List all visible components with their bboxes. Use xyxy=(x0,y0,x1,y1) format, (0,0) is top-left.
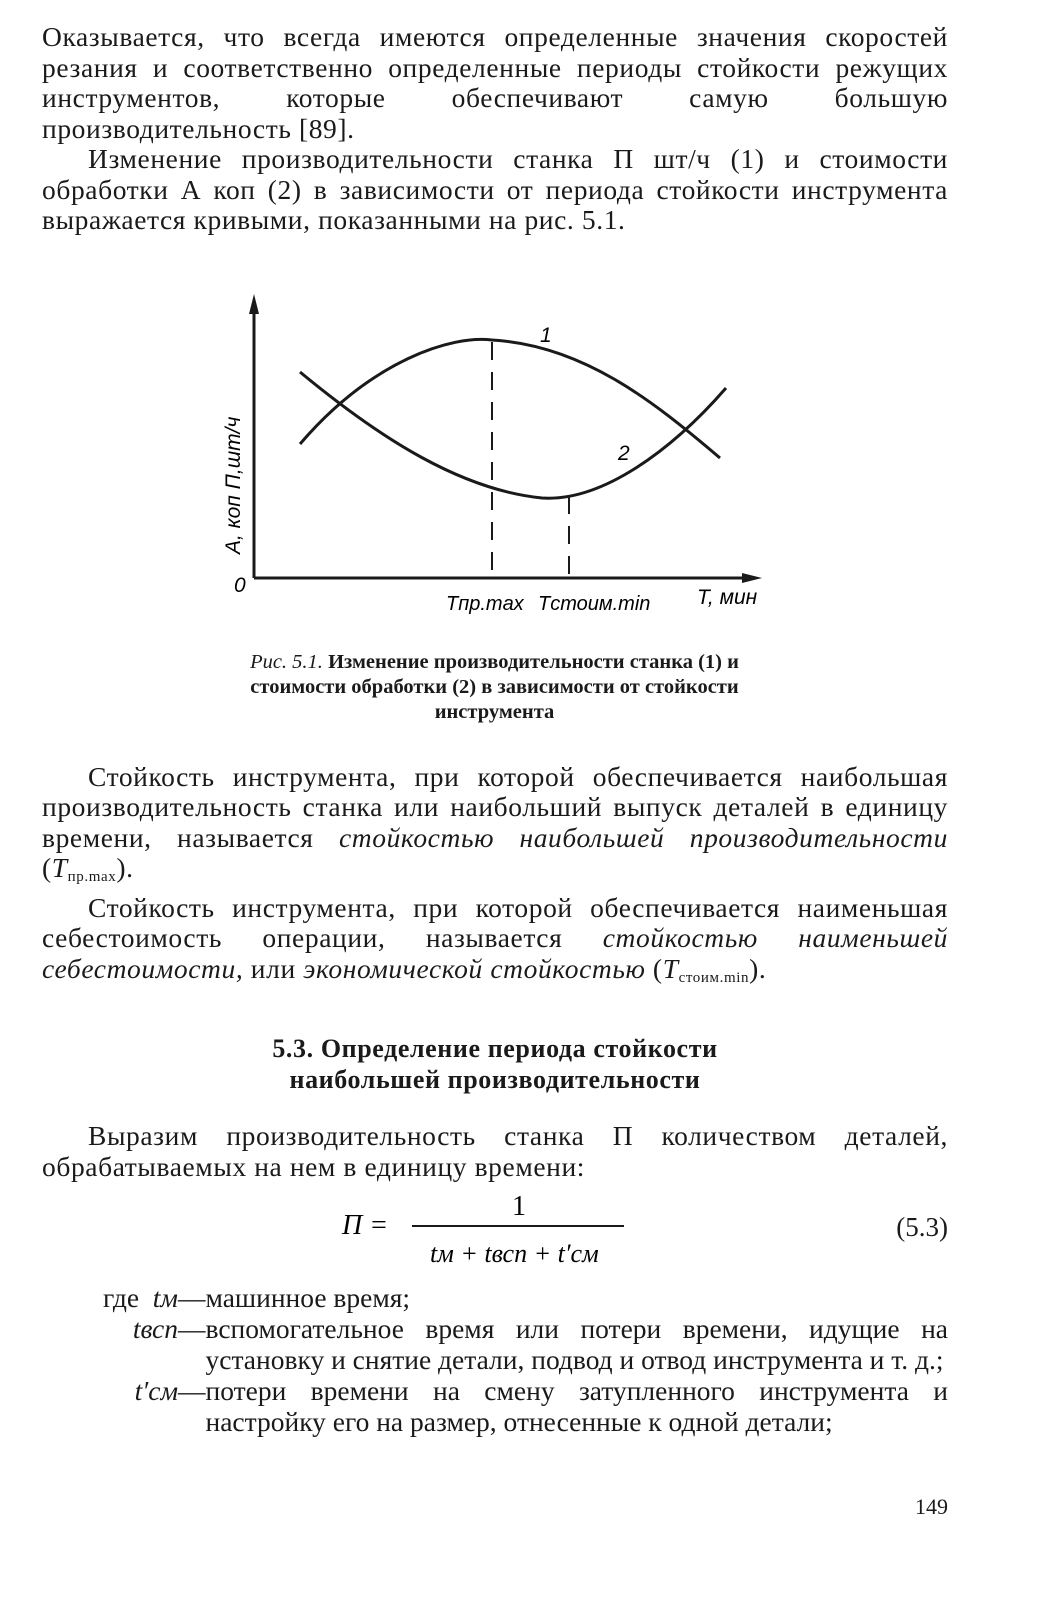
figure-5-1 xyxy=(42,290,948,630)
def-text: потери времени на смену затупленного инструмента и настройку его на размер, отнесенные к одной детали; xyxy=(205,1375,948,1437)
y-axis-arrow xyxy=(249,294,259,314)
formula-lhs: П = xyxy=(342,1210,389,1241)
sym-tmin: T xyxy=(662,952,679,984)
origin-label: 0 xyxy=(234,574,246,597)
def-dash: — xyxy=(178,1313,206,1344)
formula-graphic xyxy=(42,1182,948,1282)
def-symbol: t′см xyxy=(134,1375,178,1406)
definition-item xyxy=(42,1313,948,1375)
formula-5-3 xyxy=(42,1182,948,1282)
def-symbol: tм xyxy=(152,1282,178,1313)
page-body xyxy=(42,22,948,1437)
p3-text: Стойкость инструмента, при которой обеспечивается наибольшая производительность станка или наибольший выпуск деталей в единицу времени, называется xyxy=(42,760,948,853)
term-tmin: стойкостью наименьшей себестоимости, xyxy=(42,922,948,984)
definitions-list xyxy=(42,1282,948,1437)
paragraph-4: Стойкость инструмента, при которой обеспечивается наименьшая себестоимость операции, называется стойкостью наименьшей себестоимости, или экономической стойкостью $(T_{стоим.min})$. xyxy=(42,891,948,986)
formula-numerator: 1 xyxy=(512,1191,526,1222)
def-symbol: tвсп xyxy=(132,1313,178,1344)
def-text: вспомогательное время или потери времени, идущие на установку и снятие детали, подвод и отвод инструмента и т. д.; xyxy=(205,1313,948,1375)
sub-tmax: пр.max xyxy=(67,869,117,885)
paragraph-3: Стойкость инструмента, при которой обеспечивается наибольшая производительность станка или наибольший выпуск деталей в единицу времени, называется стойкостью наибольшей производительности $(T_{пр.max})$. xyxy=(42,760,948,885)
p4-text: Стойкость инструмента, при которой обеспечивается наименьшая себестоимость операции, называется xyxy=(42,891,948,953)
page-number: 149 xyxy=(915,1494,948,1519)
def-dash: — xyxy=(178,1282,206,1313)
paragraph-5: Выразим производительность станка П количеством деталей, обрабатываемых на нем в единицу времени: xyxy=(42,1120,948,1182)
def-text: машинное время; xyxy=(205,1282,411,1313)
figure-plot xyxy=(42,290,948,630)
definition-item xyxy=(42,1282,948,1313)
section-heading-line-2: наибольшей производительности xyxy=(289,1065,701,1094)
term-tmax: стойкостью наибольшей производительности xyxy=(338,821,948,853)
curve-2 xyxy=(300,372,726,498)
x-axis-arrow xyxy=(742,573,762,583)
def-dash: — xyxy=(178,1375,206,1406)
x-axis-label: T, мин xyxy=(697,586,758,609)
paragraph-2: Изменение производительности станка П шт/ч (1) и стоимости обработки А коп (2) в зависимости от периода стойкости инструмента выражается кривыми, показанными на рис. 5.1. xyxy=(42,143,948,235)
curve-2-label: 2 xyxy=(618,442,630,465)
tmin-label: Tстоим.min xyxy=(538,593,651,615)
where-word: где xyxy=(102,1282,140,1313)
section-heading-line-1: 5.3. Определение периода стойкости xyxy=(272,1034,718,1063)
term-economic: экономической стойкостью xyxy=(303,952,646,984)
sym-tmax: T xyxy=(51,852,68,883)
sub-tmin: стоим.min xyxy=(678,969,750,986)
formula-number: (5.3) xyxy=(896,1212,948,1242)
figure-caption xyxy=(242,650,747,725)
y-axis-label: А, коп П,шт/ч xyxy=(222,416,245,554)
paragraph-1: Оказывается, что всегда имеются определенные значения скоростей резания и соответственно определенные периоды стойкости режущих инструментов, которые обеспечивают самую большую производительность [89]. xyxy=(42,21,948,144)
caption-text: Изменение производительности станка (1) и стоимости обработки (2) в зависимости от стойкости инструмента xyxy=(250,651,739,723)
curve-1-label: 1 xyxy=(540,324,552,347)
formula-denominator: tм + tвсп + t′см xyxy=(430,1239,599,1268)
tmax-label: Tпр.max xyxy=(446,593,524,615)
caption-number: Рис. 5.1. xyxy=(250,651,323,673)
curve-1 xyxy=(300,339,720,458)
p4-or: или xyxy=(243,952,304,984)
definition-item xyxy=(42,1375,948,1437)
